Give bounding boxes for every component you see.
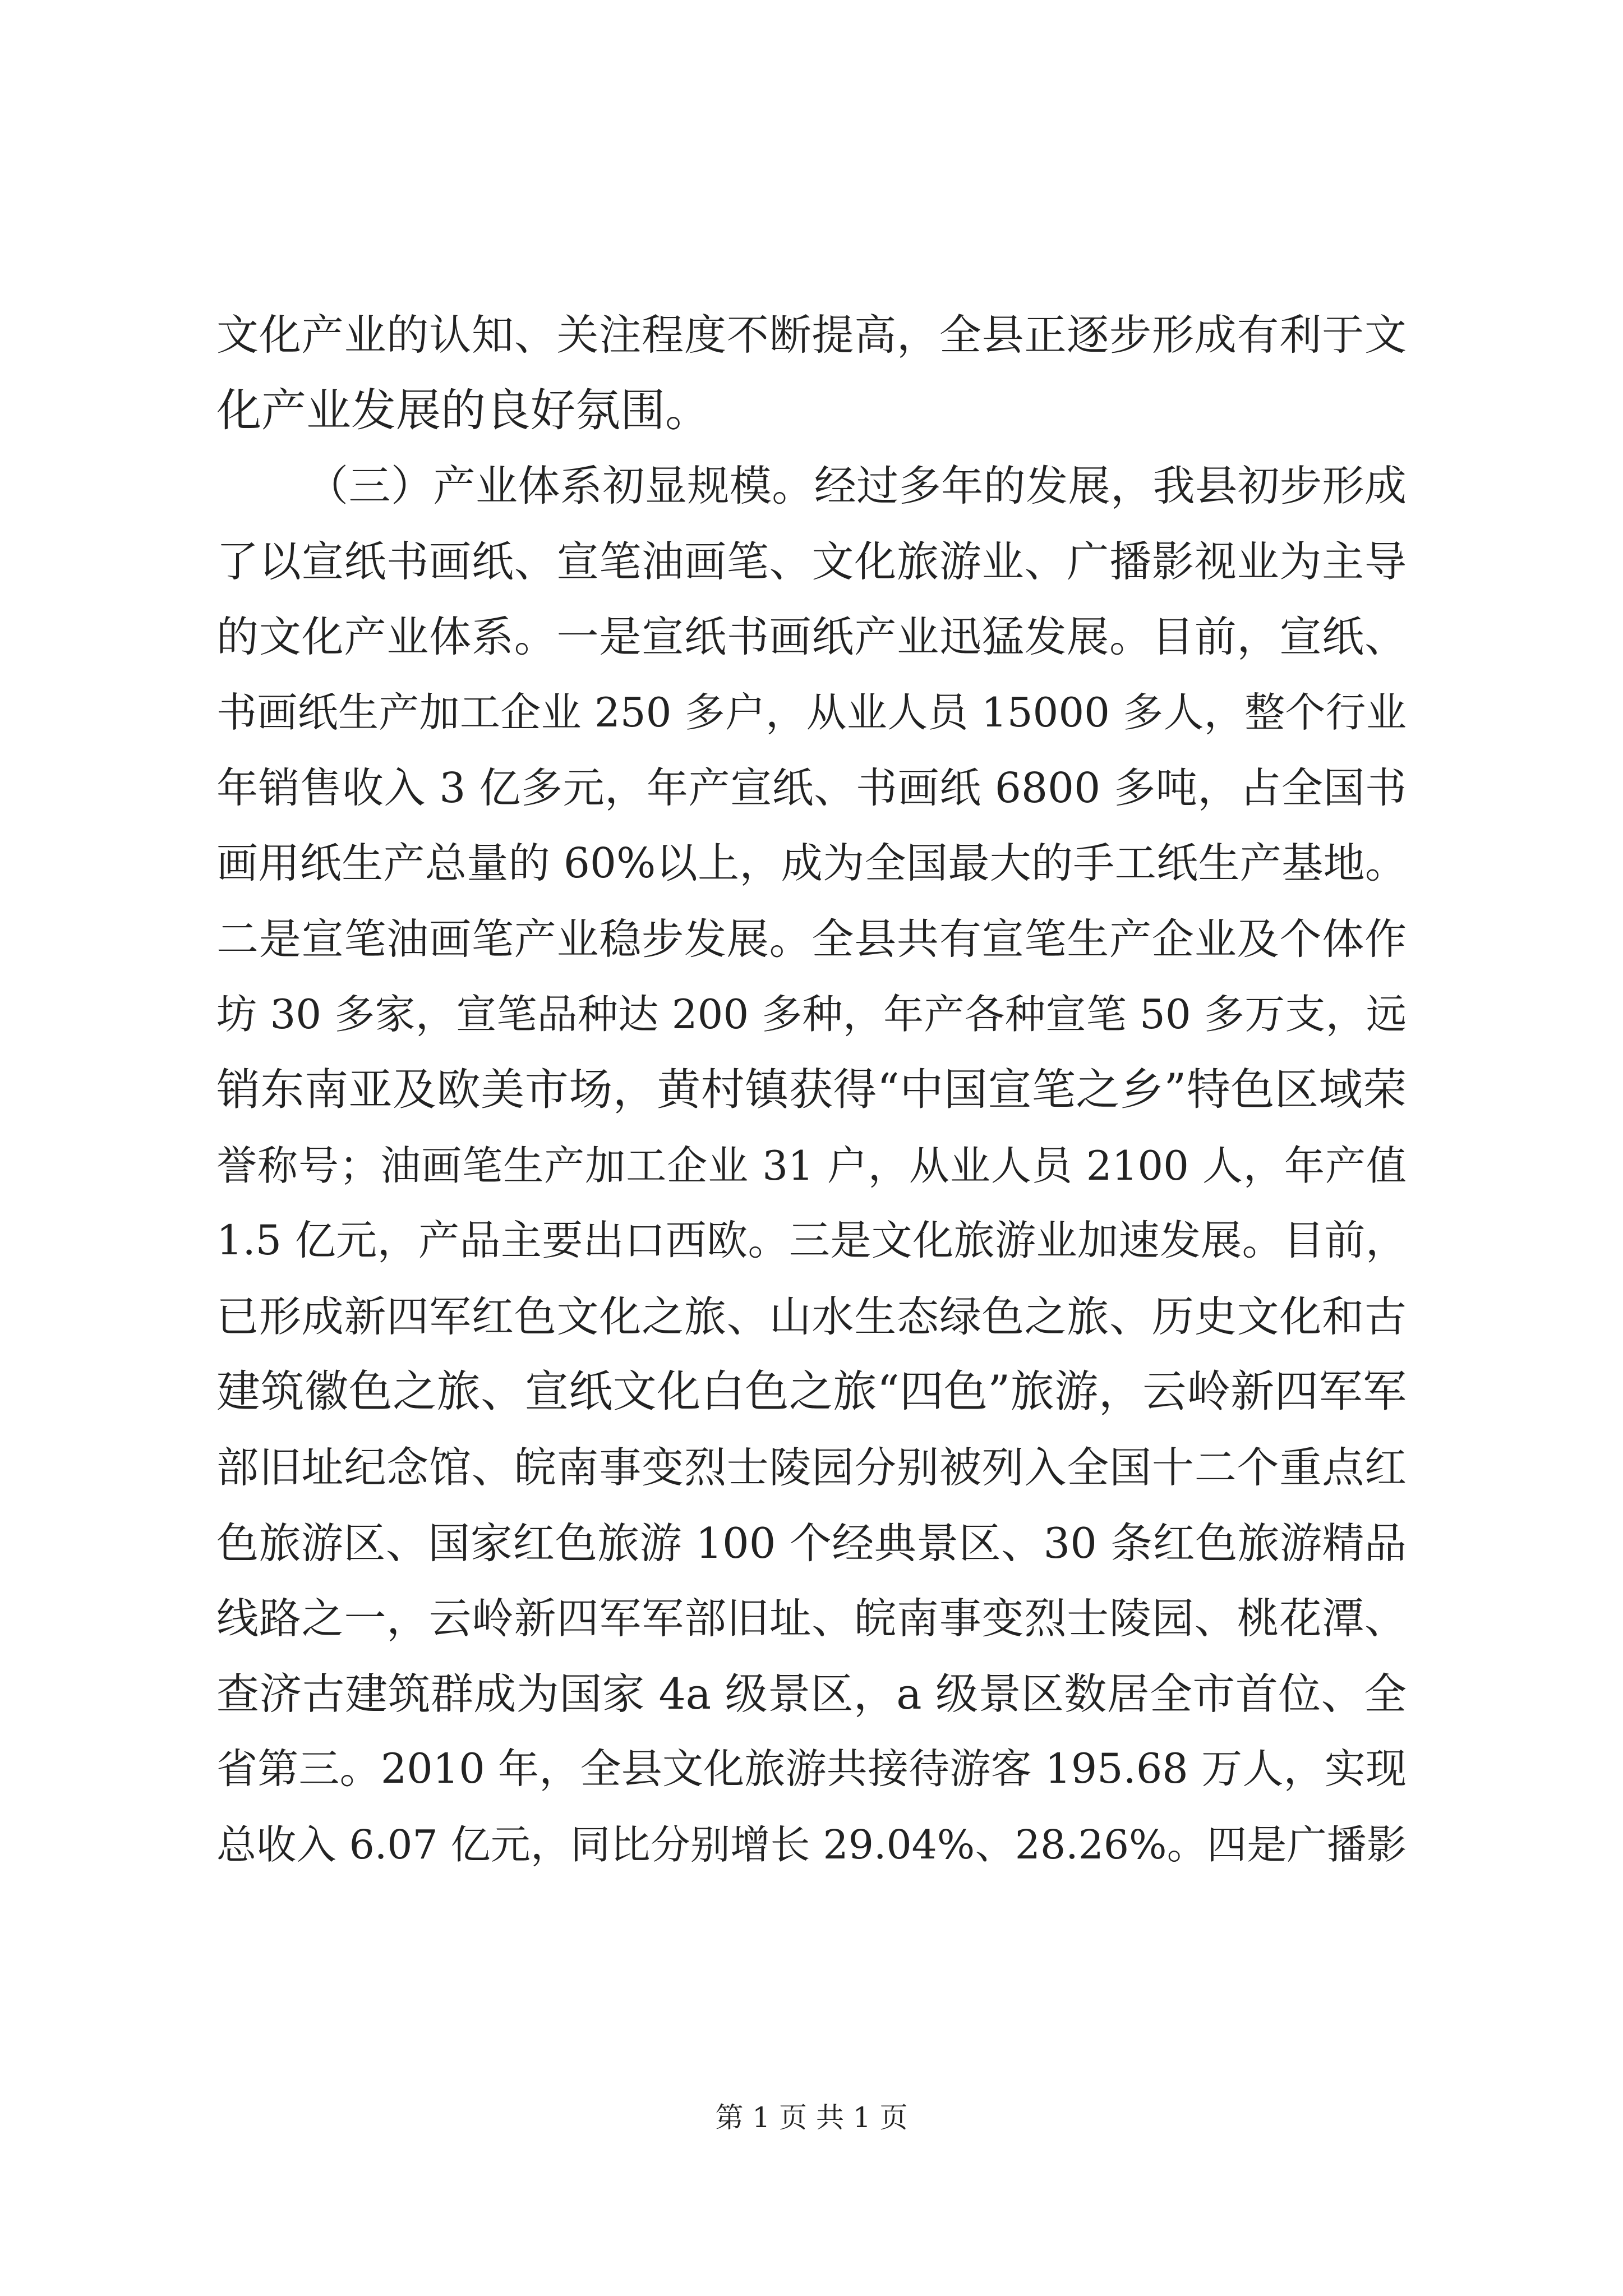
- text-line-8: 画用纸生产总量的 60%以上，成为全国最大的手工纸生产基地。: [216, 839, 1407, 888]
- text-line-7: 年销售收入 3 亿多元，年产宣纸、书画纸 6800 多吨，占全国书: [216, 763, 1407, 812]
- page-number-label: 第 1 页 共 1 页: [715, 2101, 908, 2134]
- text-line-15: 建筑徽色之旅、宣纸文化白色之旅“四色”旅游，云岭新四军军: [216, 1366, 1407, 1418]
- text-line-12: 誉称号；油画笔生产加工企业 31 户，从业人员 2100 人，年产值: [216, 1142, 1407, 1189]
- text-line-5: 的文化产业体系。一是宣纸书画纸产业迅猛发展。目前，宣纸、: [216, 612, 1407, 662]
- text-line-13: 1.5 亿元，产品主要出口西欧。三是文化旅游业加速发展。目前，: [216, 1217, 1407, 1265]
- text-line-9: 二是宣笔油画笔产业稳步发展。全县共有宣笔生产企业及个体作: [216, 914, 1407, 964]
- text-line-19: 查济古建筑群成为国家 4a 级景区，a 级景区数居全市首位、全: [216, 1668, 1407, 1719]
- text-line-17: 色旅游区、国家红色旅游 100 个经典景区、30 条红色旅游精品: [216, 1518, 1407, 1568]
- text-line-21: 总收入 6.07 亿元，同比分别增长 29.04%、28.26%。四是广播影: [216, 1821, 1407, 1868]
- text-line-1: 文化产业的认知、关注程度不断提高，全县正逐步形成有利于文: [216, 310, 1407, 360]
- text-line-6: 书画纸生产加工企业 250 多户，从业人员 15000 多人，整个行业: [216, 688, 1407, 736]
- page-footer: [0, 2098, 1623, 2137]
- text-line-11: 销东南亚及欧美市场，黄村镇获得“中国宣笔之乡”特色区域荣: [216, 1064, 1407, 1115]
- text-line-3: （三）产业体系初显规模。经过多年的发展，我县初步形成: [306, 461, 1407, 511]
- text-line-20: 省第三。2010 年，全县文化旅游共接待游客 195.68 万人，实现: [216, 1745, 1407, 1793]
- body-text: [216, 297, 1407, 1883]
- text-line-10: 坊 30 多家，宣笔品种达 200 多种，年产各种宣笔 50 多万支，远: [216, 991, 1407, 1038]
- text-line-2: 化产业发展的良好氛围。: [216, 384, 710, 436]
- text-line-4: 了以宣纸书画纸、宣笔油画笔、文化旅游业、广播影视业为主导: [216, 536, 1407, 586]
- text-line-16: 部旧址纪念馆、皖南事变烈士陵园分别被列入全国十二个重点红: [216, 1442, 1407, 1492]
- text-line-18: 线路之一，云岭新四军军部旧址、皖南事变烈士陵园、桃花潭、: [216, 1594, 1407, 1644]
- text-line-14: 已形成新四军红色文化之旅、山水生态绿色之旅、历史文化和古: [216, 1291, 1407, 1341]
